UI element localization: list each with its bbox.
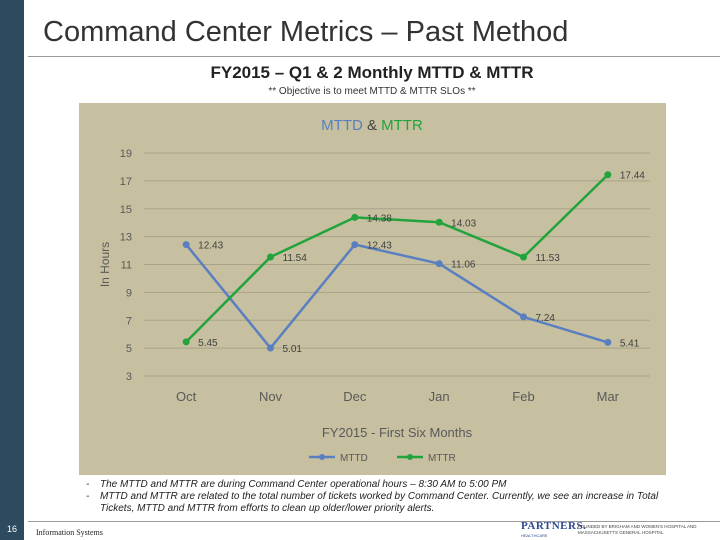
partners-logo: PARTNERS. [521,520,587,532]
data-label: 11.54 [282,252,307,264]
chart-title-part: & [362,117,382,134]
partners-logo-subtext: HEALTHCARE [521,533,548,538]
data-point [604,171,611,178]
data-point [520,254,527,261]
slide-title: Command Center Metrics – Past Method [43,16,569,48]
note-bullet: - [86,491,90,502]
legend-marker [407,454,413,460]
x-tick-label: Mar [596,389,620,404]
note-text: The MTTD and MTTR are during Command Center operational hours – 8:30 AM to 5:00 PM [100,479,507,490]
data-label: 14.03 [451,218,477,230]
y-tick-label: 15 [119,203,132,216]
data-point [520,313,527,320]
slide-subtitle: FY2015 – Q1 & 2 Monthly MTTD & MTTR [210,63,534,82]
data-label: 14.38 [366,213,392,225]
data-label: 12.43 [366,240,392,252]
notes-list [86,479,686,515]
x-tick-label: Feb [512,389,535,404]
data-label: 7.24 [535,312,555,324]
y-tick-label: 17 [119,175,132,188]
y-tick-label: 19 [119,148,132,160]
footer-department: Information Systems [36,528,103,537]
chart-title-part: MTTD [321,117,363,134]
data-point [267,253,274,260]
legend-label: MTTR [428,453,456,464]
y-axis-label: In Hours [98,241,112,288]
title-divider [28,56,720,57]
chart-title [321,117,423,134]
hospitals-text: FOUNDED BY BRIGHAM AND WOMEN'S HOSPITAL AND MASSACHUSETTS GENERAL HOSPITAL [578,524,697,535]
y-tick-label: 5 [125,343,132,356]
objective-note: ** Objective is to meet MTTD & MTTR SLOs ** [268,86,476,97]
note-text: MTTD and MTTR are related to the total number of tickets worked by Command Center. Currently, we see an increase in Total Tickets, MTTD and MTTR from efforts to clean up older/lower priority alerts. [100,491,659,514]
chart-panel [79,103,666,475]
y-tick-label: 11 [120,259,132,272]
data-label: 11.06 [451,259,476,271]
y-tick-label: 13 [119,231,132,244]
data-point [183,338,190,345]
data-label: 12.43 [198,240,224,252]
data-point [351,214,358,221]
data-label: 5.41 [619,338,640,350]
x-axis-title: FY2015 - First Six Months [321,425,473,440]
note-item [86,491,686,515]
data-point [436,260,443,267]
x-tick-label: Dec [343,389,367,404]
data-label: 5.45 [198,337,218,349]
note-item [86,479,686,491]
slide-number: 16 [6,524,17,534]
line-chart [79,103,666,475]
legend-marker [319,454,325,460]
y-tick-label: 7 [125,315,132,328]
y-tick-label: 3 [125,371,132,383]
data-point [351,241,358,248]
x-tick-label: Jan [428,389,450,404]
data-point [267,344,274,351]
data-point [183,241,190,248]
x-tick-label: Nov [258,389,283,404]
chart-title-part: MTTR [381,117,423,134]
data-label: 17.44 [619,170,645,182]
x-tick-label: Oct [176,389,197,404]
data-point [604,339,611,346]
note-bullet: - [86,479,90,490]
y-tick-label: 9 [125,287,132,300]
footer-divider [28,521,720,522]
data-label: 5.01 [282,343,302,355]
legend-label: MTTD [340,453,368,464]
data-label: 11.53 [535,253,560,265]
data-point [436,219,443,226]
